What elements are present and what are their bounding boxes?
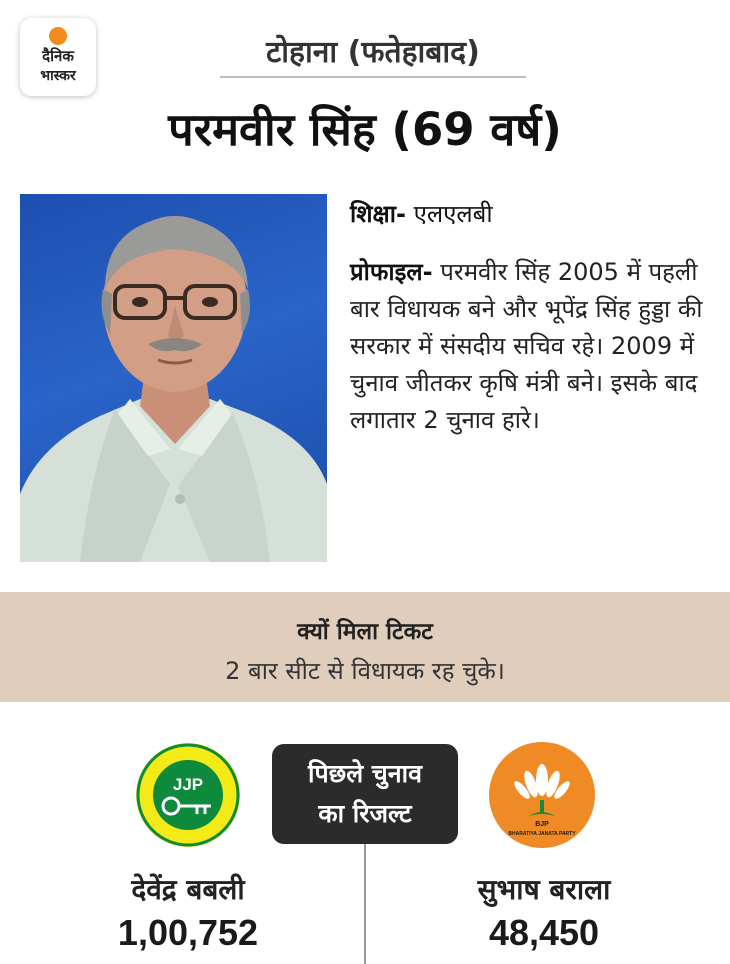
- previous-result-badge: [272, 744, 458, 844]
- badge-line1: पिछले चुनाव: [308, 759, 422, 788]
- candidate-info: [350, 196, 710, 439]
- logo-text-line1: दैनिक: [42, 47, 74, 65]
- ticket-reason-text: 2 बार सीट से विधायक रह चुके।: [225, 657, 505, 685]
- lotus-icon: [489, 742, 595, 848]
- ticket-reason-title: क्यों मिला टिकट: [297, 619, 433, 645]
- left-candidate-name: देवेंद्र बबली: [131, 873, 245, 906]
- left-candidate-votes: 1,00,752: [117, 912, 259, 953]
- key-icon: [135, 742, 241, 848]
- candidate-photo: [20, 194, 327, 562]
- portrait-illustration: [20, 194, 327, 562]
- sun-icon: [49, 27, 67, 45]
- jjp-abbr: JJP: [172, 775, 204, 794]
- profile-text: परमवीर सिंह 2005 में पहली बार विधायक बने और भूपेंद्र सिंह हुड्डा की सरकार में संसदीय सचिव रहे। 2009 में चुनाव जीतकर कृषि मंत्री बने। इसके बाद लगातार 2 चुनाव हारे।: [350, 258, 703, 434]
- right-candidate-name: सुभाष बराला: [477, 873, 611, 906]
- constituency-title: टोहाना (फतेहाबाद): [220, 30, 526, 78]
- badge-line2: का रिजल्ट: [318, 799, 412, 828]
- center-divider: [364, 844, 366, 964]
- bjp-abbr: BJP: [535, 821, 549, 828]
- candidate-title: परमवीर सिंह (69 वर्ष): [168, 103, 562, 156]
- education-value: एलएलबी: [413, 200, 493, 228]
- profile-row: [350, 254, 710, 439]
- jjp-party-logo: [135, 742, 241, 848]
- education-label: शिक्षा-: [350, 200, 406, 228]
- bjp-full-name: BHARATIYA JANATA PARTY: [508, 831, 576, 837]
- ticket-reason-band: [0, 592, 730, 702]
- bjp-party-logo: [489, 742, 595, 848]
- profile-label: प्रोफाइल-: [350, 258, 433, 286]
- logo-text-line2: भास्कर: [40, 68, 76, 84]
- dainik-bhaskar-logo: [20, 18, 96, 96]
- education-row: [350, 196, 710, 232]
- right-candidate-votes: 48,450: [488, 912, 600, 953]
